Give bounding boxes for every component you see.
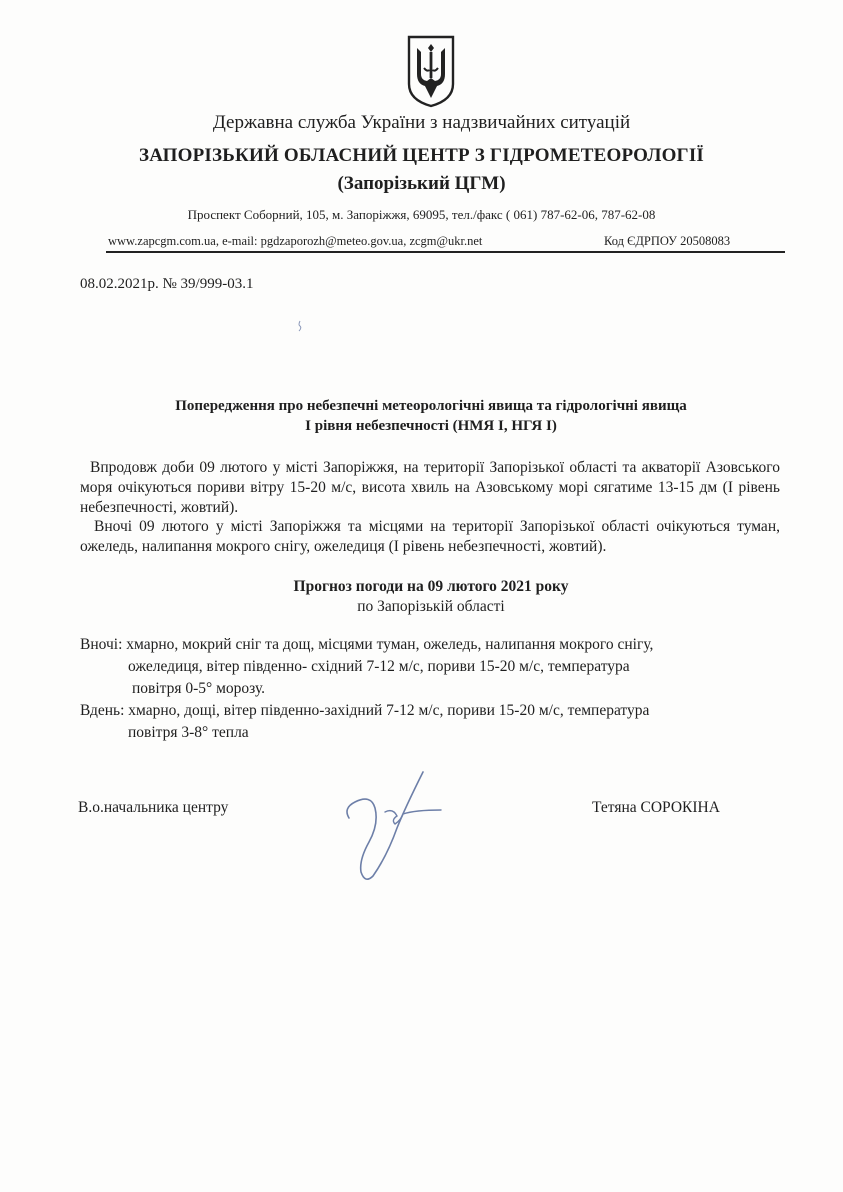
forecast-day-line2: повітря 3-8° тепла — [128, 724, 249, 741]
address-line: Проспект Соборний, 105, м. Запоріжжя, 69095, тел./факс ( 061) 787-62-06, 787-62-08 — [187, 207, 656, 222]
forecast-night-line1: Вночі: хмарно, мокрий сніг та дощ, місцями туман, ожеледь, налипання мокрого снігу, — [80, 636, 654, 653]
forecast-title: Прогноз погоди на 09 лютого 2021 року — [293, 578, 569, 595]
warning-title-line2: І рівня небезпечності (НМЯ І, НГЯ І) — [305, 418, 557, 434]
center-title: ЗАПОРІЗЬКИЙ ОБЛАСНИЙ ЦЕНТР З ГІДРОМЕТЕОРОЛОГІЇ — [138, 145, 705, 166]
header-divider — [106, 251, 785, 253]
warning-title — [0, 396, 843, 436]
forecast-region: по Запорізькій області — [357, 598, 505, 615]
warning-title-line1: Попередження про небезпечні метеорологічні явища та гідрологічні явища — [175, 398, 687, 414]
agency-name: Державна служба України з надзвичайних ситуацій — [212, 112, 631, 133]
handwritten-signature — [335, 768, 445, 883]
contacts-line: www.zapcgm.com.ua, e-mail: pgdzaporozh@meteo.gov.ua, zcgm@ukr.net — [108, 234, 483, 248]
scan-mark — [297, 320, 303, 332]
document-date-number: 08.02.2021р. № 39/999-03.1 — [80, 276, 254, 292]
forecast-night-line3: повітря 0-5° морозу. — [132, 680, 266, 697]
warning-paragraph-2: Вночі 09 лютого у місті Запоріжжя та місцями на території Запорізької області очікуються туман, ожеледь, налипання мокрого снігу, ожеледиця (І рівень небезпечності, жовтий). — [80, 518, 780, 555]
coat-of-arms-icon — [405, 34, 457, 108]
warning-paragraph-1: Впродовж доби 09 лютого у місті Запоріжжя, на території Запорізької області та акваторії Азовського моря очікуються пориви вітру 15-20 м/с, висота хвиль на Азовському морі сягатиме 13-15 дм (І рівень небезпечності, жовтий). — [80, 459, 780, 516]
okpo-code: Код ЄДРПОУ 20508083 — [604, 234, 731, 248]
forecast-night-line2: ожеледиця, вітер південно- східний 7-12 м/с, пориви 15-20 м/с, температура — [128, 658, 630, 675]
signatory-name: Тетяна СОРОКІНА — [592, 799, 720, 816]
center-short-name: (Запорізький ЦГМ) — [337, 173, 506, 194]
forecast-day-line1: Вдень: хмарно, дощі, вітер південно-західний 7-12 м/с, пориви 15-20 м/с, температура — [80, 702, 650, 719]
signatory-role: В.о.начальника центру — [78, 799, 229, 816]
